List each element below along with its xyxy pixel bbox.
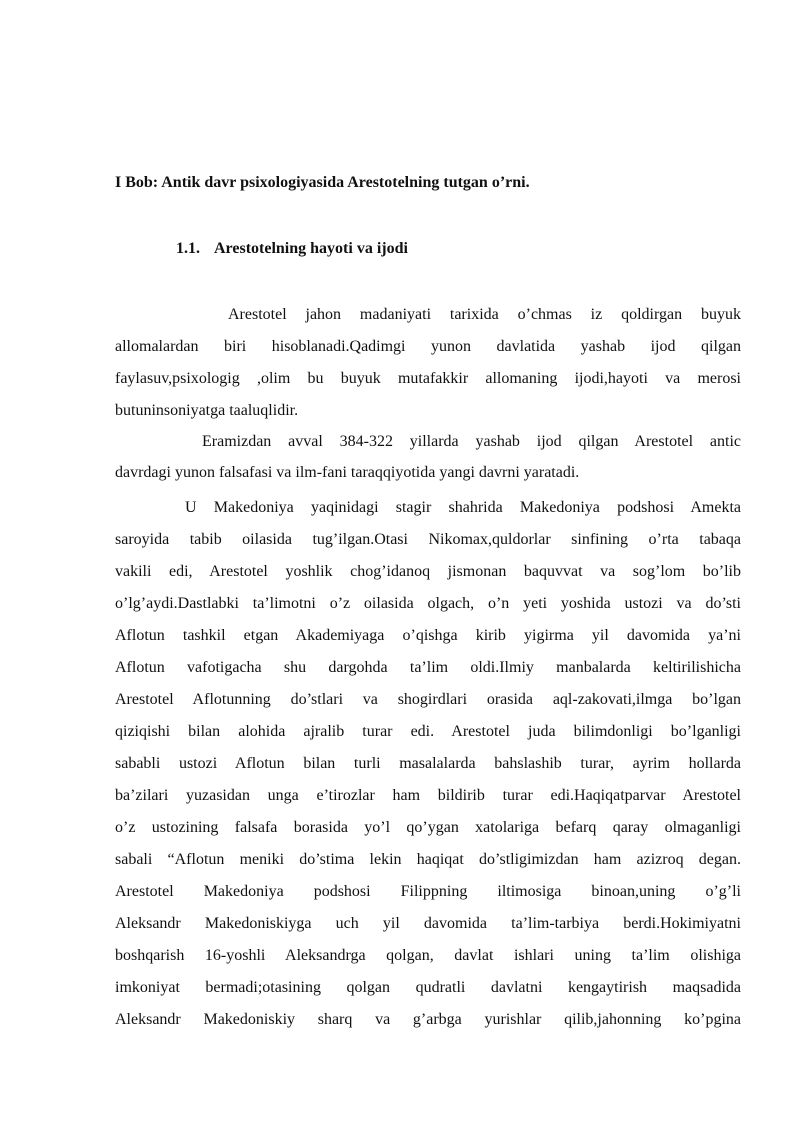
paragraph-line: Arestotel Aflotunning do’stlari va shogirdlari orasida aql-zakovati,ilmga bo’lgan xyxy=(115,691,741,708)
section-title: Arestotelning hayoti va ijodi xyxy=(214,240,408,257)
paragraph-line: butuninsoniyatga taaluqlidir. xyxy=(115,402,299,419)
chapter-title: I Bob: Antik davr psixologiyasida Arestotelning tutgan o’rni. xyxy=(115,174,530,191)
paragraph-line: Aflotun tashkil etgan Akademiyaga o’qishga kirib yigirma yil davomida ya’ni xyxy=(115,627,741,644)
paragraph-3 xyxy=(115,492,741,1036)
paragraph-line: Aleksandr Makedoniskiyga uch yil davomida ta’lim-tarbiya berdi.Hokimiyatni xyxy=(115,915,741,932)
paragraph-line: U Makedoniya yaqinidagi stagir shahrida Makedoniya podshosi Amekta xyxy=(185,499,741,516)
paragraph-line: allomalardan biri hisoblanadi.Qadimgi yunon davlatida yashab ijod qilgan xyxy=(115,338,741,355)
paragraph-line: Eramizdan avval 384-322 yillarda yashab ijod qilgan Arestotel antic xyxy=(202,433,741,450)
paragraph-line: Aleksandr Makedoniskiy sharq va g’arbga yurishlar qilib,jahonning ko’pgina xyxy=(115,1011,741,1028)
paragraph-line: sabali “Aflotun meniki do’stima lekin haqiqat do’stligimizdan ham azizroq degan. xyxy=(115,851,741,868)
paragraph-line: Arestotel jahon madaniyati tarixida o’chmas iz qoldirgan buyuk xyxy=(228,306,741,323)
paragraph-2 xyxy=(115,426,741,488)
section-number: 1.1. xyxy=(176,240,200,257)
paragraph-line: Arestotel Makedoniya podshosi Filippning iltimosiga binoan,uning o’g’li xyxy=(115,883,741,900)
paragraph-line: o’z ustozining falsafa borasida yo’l qo’ygan xatolariga befarq qaray olmaganligi xyxy=(115,819,741,836)
paragraph-1 xyxy=(115,299,741,427)
paragraph-line: saroyida tabib oilasida tug’ilgan.Otasi Nikomax,quldorlar sinfining o’rta tabaqa xyxy=(115,531,741,548)
paragraph-line: boshqarish 16-yoshli Aleksandrga qolgan, davlat ishlari uning ta’lim olishiga xyxy=(115,947,741,964)
paragraph-line: imkoniyat bermadi;otasining qolgan qudratli davlatni kengaytirish maqsadida xyxy=(115,979,741,996)
paragraph-line: ba’zilari yuzasidan unga e’tirozlar ham bildirib turar edi.Haqiqatparvar Arestotel xyxy=(115,787,741,804)
paragraph-line: davrdagi yunon falsafasi va ilm-fani taraqqiyotida yangi davrni yaratadi. xyxy=(115,464,580,481)
paragraph-line: qiziqishi bilan alohida ajralib turar edi. Arestotel juda bilimdonligi bo’lganligi xyxy=(115,723,741,740)
section-heading xyxy=(176,240,408,258)
paragraph-line: faylasuv,psixologig ,olim bu buyuk mutafakkir allomaning ijodi,hayoti va merosi xyxy=(115,370,741,387)
paragraph-line: vakili edi, Arestotel yoshlik chog’idanoq jismonan baquvvat va sog’lom bo’lib xyxy=(115,563,741,580)
paragraph-line: o’lg’aydi.Dastlabki ta’limotni o’z oilasida olgach, o’n yeti yoshida ustozi va do’sti xyxy=(115,595,741,612)
paragraph-line: Aflotun vafotigacha shu dargohda ta’lim oldi.Ilmiy manbalarda keltirilishicha xyxy=(115,659,741,676)
paragraph-line: sababli ustozi Aflotun bilan turli masalalarda bahslashib turar, ayrim hollarda xyxy=(115,755,741,772)
